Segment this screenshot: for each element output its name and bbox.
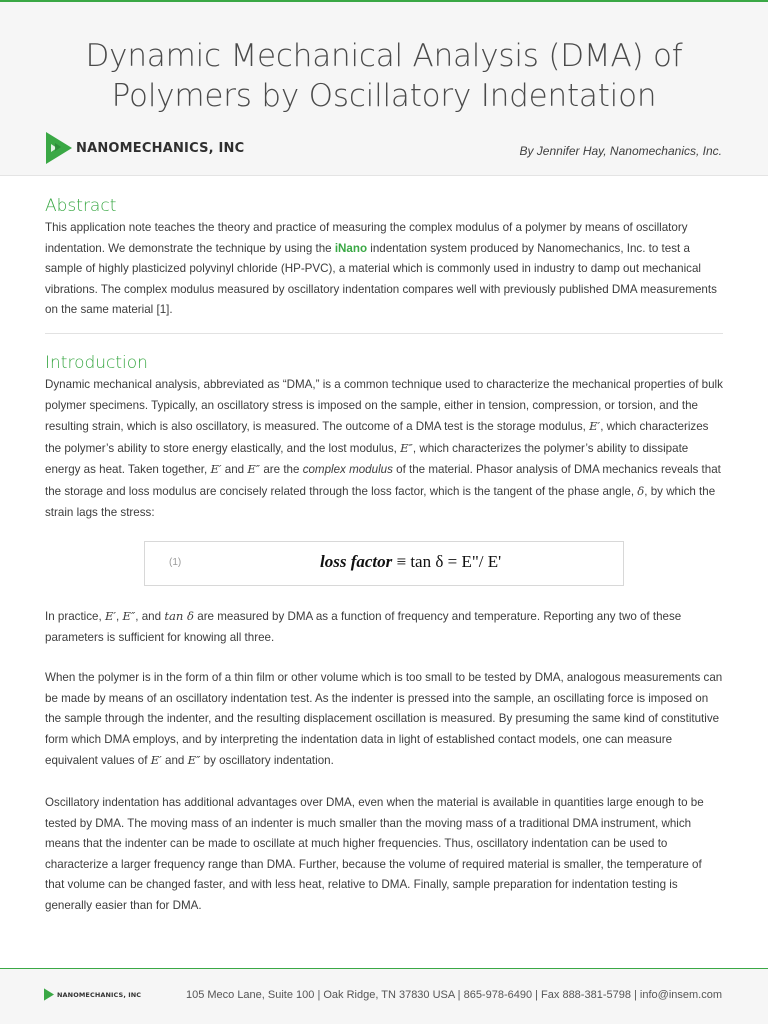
footer-logo-icon (44, 988, 54, 1001)
document-header (0, 2, 768, 176)
title-line-1: Dynamic Mechanical Analysis (DMA) of (85, 38, 683, 74)
brand-lockup (46, 132, 244, 164)
footer-contact-info: 105 Meco Lane, Suite 100 | Oak Ridge, TN 37830 USA | 865-978-6490 | Fax 888-381-5798 | info@insem.com (185, 989, 722, 1001)
footer-brand (44, 988, 141, 1001)
section-divider (45, 333, 723, 334)
body-paragraph-thin-film: When the polymer is in the form of a thin film or other volume which is too small to be tested by DMA, analogous measurements can be made by means of an oscillatory indentation test. As the indenter is pressed into the sample, an oscillating force is imposed on the sample through the indenter, and the resulting displacement oscillation is measured. By presuming the same kind of constitutive form which DMA employs, and by interpreting the indentation data in light of established contact models, one can measure equivalent values of E′ and E″ by oscillatory indentation. (45, 671, 723, 768)
document-footer (0, 968, 768, 1024)
abstract-section (45, 194, 723, 321)
equation-number: (1) (169, 557, 182, 568)
introduction-section (45, 351, 723, 523)
author-byline: By Jennifer Hay, Nanomechanics, Inc. (519, 144, 722, 158)
body-paragraph-advantages: Oscillatory indentation has additional advantages over DMA, even when the material is available in quantities large enough to be tested by DMA. The moving mass of an indenter is much smaller than the moving mass of a traditional DMA instrument, which means that the indenter can be made to oscillate at much higher frequencies. Thus, oscillatory indentation can be used to characterize a larger frequency range than DMA. Further, because the volume of required material is smaller, the temperature of that volume can be changed faster, and with less heat, relative to DMA. Finally, sample preparation for indentation testing is generally easier than for DMA. (45, 796, 704, 912)
footer-brand-name: NANOMECHANICS, INC (57, 990, 142, 999)
loss-factor-equation: loss factor ≡ tan δ = E"/ E' (320, 552, 502, 571)
green-triangle-logo-icon (46, 132, 72, 164)
title-line-2: Polymers by Oscillatory Indentation (111, 78, 657, 114)
document-title (40, 36, 728, 116)
body-paragraph-practice: In practice, E′, E″, and tan δ are measured by DMA as a function of frequency and temperature. Reporting any two of these parameters is sufficient for knowing all three. (45, 609, 682, 644)
brand-name: NANOMECHANICS, INC (76, 140, 245, 156)
abstract-heading: Abstract (45, 196, 117, 216)
introduction-heading: Introduction (45, 353, 148, 373)
product-name: iNano (334, 241, 368, 255)
equation-box (144, 541, 624, 586)
abstract-text: This application note teaches the theory and practice of measuring the complex modulus of a polymer by means of oscillatory indentation. We demonstrate the technique by using the iNano indentation system produced by Nanomechanics, Inc. to test a sample of highly plasticized polyvinyl chloride (HP-PVC), a material which is commonly used in industry to damp out mechanical vibrations. The complex modulus measured by oscillatory indentation compares well with previously published DMA measurements on the same material [1]. (45, 221, 717, 317)
introduction-text: Dynamic mechanical analysis, abbreviated as “DMA,” is a common technique used to characterize the mechanical properties of bulk polymer specimens. Typically, an oscillatory stress is imposed on the sample, either in tension, compression, or torsion, and the resulting strain, which is also oscillatory, is measured. The outcome of a DMA test is the storage modulus, E′, which characterizes the polymer’s ability to store energy elastically, and the lost modulus, E″, which characterizes the polymer’s ability to dissipate energy as heat. Taken together, E′ and E″ are the complex modulus of the material. Phasor analysis of DMA mechanics reveals that the storage and loss modulus are concisely related through the loss factor, which is the tangent of the phase angle, δ, by which the strain lags the stress: (45, 378, 723, 519)
